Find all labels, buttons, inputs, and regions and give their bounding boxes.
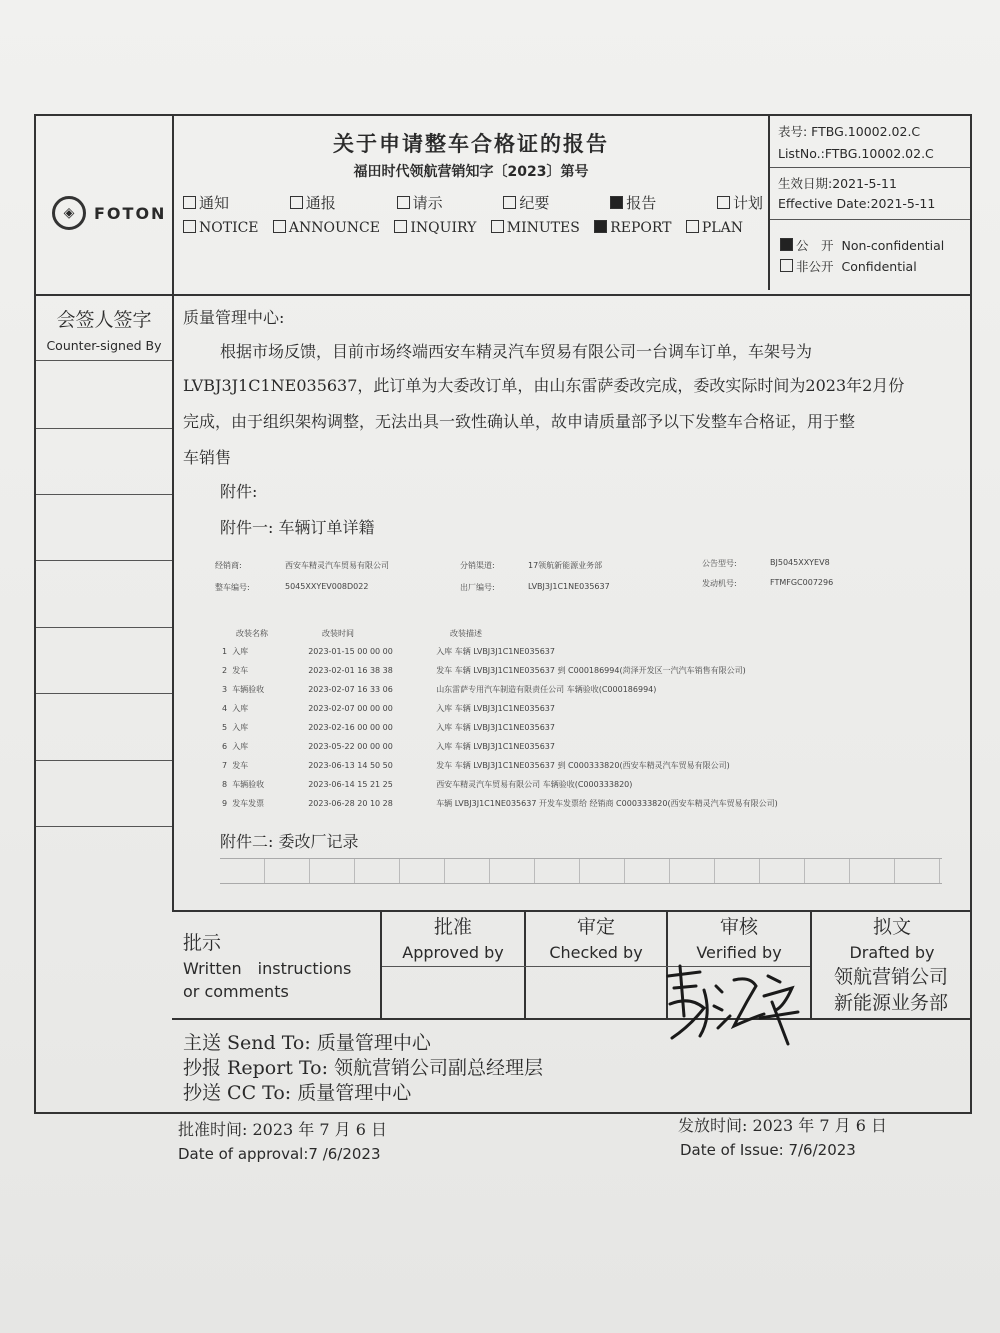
countersign-row-line (36, 627, 172, 628)
order-engine-label: 发动机号: (702, 579, 737, 588)
attachments-heading: 附件: (220, 482, 258, 501)
order-dealer: 西安车精灵汽车贸易有限公司 (285, 561, 389, 570)
table-row: 8 车辆验收 2023-06-14 15 21 25 西安车精灵汽车贸易有限公司 车辆验收(C000333820) (222, 780, 633, 789)
issue-time-cn: 发放时间: 2023 年 7 月 6 日 (678, 1116, 887, 1135)
checkbox-icon (686, 220, 699, 233)
checkbox-checked-icon (594, 220, 607, 233)
category-plan[interactable]: 计划 (717, 192, 763, 213)
handwritten-signature (660, 956, 810, 1046)
order-engine: FTMFGC007296 (770, 578, 834, 587)
body-paragraph-line-3: 完成，由于组织架构调整，无法出具一致性确认单，故申请质量部予以下发整车合格证，用于整 (183, 412, 856, 431)
confidentiality-public[interactable]: 公 开 Non-confidential (780, 236, 944, 254)
countersign-row-line (36, 560, 172, 561)
drafted-by-department: 新能源业务部 (834, 992, 949, 1014)
category-plan-en[interactable]: PLAN (686, 220, 743, 236)
effective-date-en: Effective Date:2021-5-11 (778, 196, 936, 211)
body-paragraph-line-1: 根据市场反馈，目前市场终端西安车精灵汽车贸易有限公司一台调车订单，车架号为 (220, 342, 813, 361)
body-paragraph-line-2: LVBJ3J1C1NE035637，此订单为大委改订单，由山东雷萨委改完成，委改实际时间为2023年2月份 (183, 376, 905, 395)
countersign-row-line (36, 760, 172, 761)
category-row-cn (183, 192, 763, 213)
table-row: 1 入库 2023-01-15 00 00 00 入库 车辆 LVBJ3J1C1NE035637 (222, 647, 555, 656)
category-announce-en[interactable]: ANNOUNCE (273, 220, 380, 236)
category-inquiry[interactable]: 请示 (397, 192, 443, 213)
attachment-two-heading: 附件二: 委改厂记录 (220, 832, 359, 851)
divider-header (34, 294, 972, 296)
table-row: 4 入库 2023-02-07 00 00 00 入库 车辆 LVBJ3J1C1NE035637 (222, 704, 555, 713)
checked-by-header: 审定 Checked by (549, 916, 643, 962)
form-number: 表号: FTBG.10002.02.C (778, 124, 921, 139)
category-announce[interactable]: 通报 (290, 192, 336, 213)
checkbox-icon (290, 196, 303, 209)
order-channel-label: 分销渠道: (460, 561, 495, 570)
brand-name: FOTON (94, 203, 167, 223)
approved-by-header: 批准 Approved by (402, 916, 504, 962)
category-notice-en[interactable]: NOTICE (183, 220, 259, 236)
table-row: 9 发车发票 2023-06-28 20 10 28 车辆 LVBJ3J1C1NE035637 开发车发票给 经销商 C000333820(西安车精灵汽车贸易有限公司) (222, 799, 778, 808)
document-number: 福田时代领航营销知字〔2023〕第号 (353, 164, 589, 180)
divider-approval-bottom (172, 1018, 972, 1020)
approval-time-cn: 批准时间: 2023 年 7 月 6 日 (178, 1120, 387, 1139)
order-notice-label: 公告型号: (702, 559, 737, 568)
category-minutes[interactable]: 纪要 (503, 192, 549, 213)
approval-time-en: Date of approval:7 /6/2023 (178, 1145, 381, 1163)
countersign-row-line (36, 360, 172, 361)
table-row: 5 入库 2023-02-16 00 00 00 入库 车辆 LVBJ3J1C1NE035637 (222, 723, 555, 732)
order-col-desc: 改装描述 (450, 629, 482, 638)
countersign-row-line (36, 428, 172, 429)
checkbox-icon (273, 220, 286, 233)
countersign-label-cn: 会签人签字 (56, 309, 152, 331)
divider-meta-2 (770, 219, 970, 220)
effective-date-cn: 生效日期:2021-5-11 (778, 176, 897, 191)
checkbox-icon (780, 259, 793, 272)
written-instructions-en-2: or comments (183, 982, 289, 1001)
category-minutes-en[interactable]: MINUTES (491, 220, 580, 236)
order-vehicle-label: 整车编号: (215, 583, 250, 592)
divider-meta-1 (770, 167, 970, 168)
body-paragraph-line-4: 车销售 (183, 448, 232, 467)
countersign-row-line (36, 693, 172, 694)
confidentiality-private[interactable]: 非公开 Confidential (780, 257, 917, 275)
order-notice: BJ5045XXYEV8 (770, 558, 830, 567)
checkbox-icon (491, 220, 504, 233)
checkbox-icon (397, 196, 410, 209)
order-channel: 17领航新能源业务部 (528, 561, 603, 570)
document-title: 关于申请整车合格证的报告 (333, 131, 609, 156)
modification-record-strip (220, 858, 942, 884)
cc-to: 抄送 CC To: 质量管理中心 (183, 1082, 412, 1104)
order-col-time: 改装时间 (322, 629, 354, 638)
report-to: 抄报 Report To: 领航营销公司副总经理层 (183, 1057, 544, 1079)
foton-emblem-icon: ◈ (52, 196, 86, 230)
checkbox-icon (717, 196, 730, 209)
issue-time-en: Date of Issue: 7/6/2023 (680, 1141, 856, 1159)
category-row-en (183, 220, 743, 236)
checkbox-icon (183, 196, 196, 209)
written-instructions-en: Written instructions (183, 959, 352, 978)
countersign-label-en: Counter-signed By (46, 338, 162, 353)
order-factory: LVBJ3J1C1NE035637 (528, 582, 610, 591)
list-number: ListNo.:FTBG.10002.02.C (778, 146, 934, 161)
verified-by-header: 审核 Verified by (696, 916, 782, 962)
category-inquiry-en[interactable]: INQUIRY (394, 220, 476, 236)
order-vehicle: 5045XXYEV008D022 (285, 582, 369, 591)
table-row: 6 入库 2023-05-22 00 00 00 入库 车辆 LVBJ3J1C1NE035637 (222, 742, 555, 751)
drafted-by-header: 拟文 Drafted by (849, 916, 935, 962)
checkbox-icon (183, 220, 196, 233)
countersign-row-line (36, 494, 172, 495)
category-report[interactable]: 报告 (610, 192, 656, 213)
attachment-one-heading: 附件一: 车辆订单详籍 (220, 518, 375, 537)
table-row: 2 发车 2023-02-01 16 38 38 发车 车辆 LVBJ3J1C1NE035637 到 C000186994(菏泽开发区一汽汽车销售有限公司) (222, 666, 746, 675)
written-instructions-cn: 批示 (183, 932, 222, 954)
brand-logo (52, 196, 166, 230)
divider-right-column (768, 114, 770, 290)
checkbox-icon (503, 196, 516, 209)
order-factory-label: 出厂编号: (460, 583, 495, 592)
category-report-en[interactable]: REPORT (594, 220, 671, 236)
checkbox-checked-icon (610, 196, 623, 209)
divider-left-column (172, 114, 174, 910)
countersign-row-line (36, 826, 172, 827)
checkbox-checked-icon (780, 238, 793, 251)
salutation: 质量管理中心: (183, 308, 285, 327)
order-col-name: 改装名称 (236, 629, 268, 638)
send-to: 主送 Send To: 质量管理中心 (183, 1032, 431, 1054)
table-row: 7 发车 2023-06-13 14 50 50 发车 车辆 LVBJ3J1C1NE035637 到 C000333820(西安车精灵汽车贸易有限公司) (222, 761, 730, 770)
table-row: 3 车辆验收 2023-02-07 16 33 06 山东雷萨专用汽车制造有限责任公司 车辆验收(C000186994) (222, 685, 657, 694)
order-dealer-label: 经销商: (215, 561, 242, 570)
drafted-by-company: 领航营销公司 (834, 966, 949, 988)
checkbox-icon (394, 220, 407, 233)
category-notice[interactable]: 通知 (183, 192, 229, 213)
